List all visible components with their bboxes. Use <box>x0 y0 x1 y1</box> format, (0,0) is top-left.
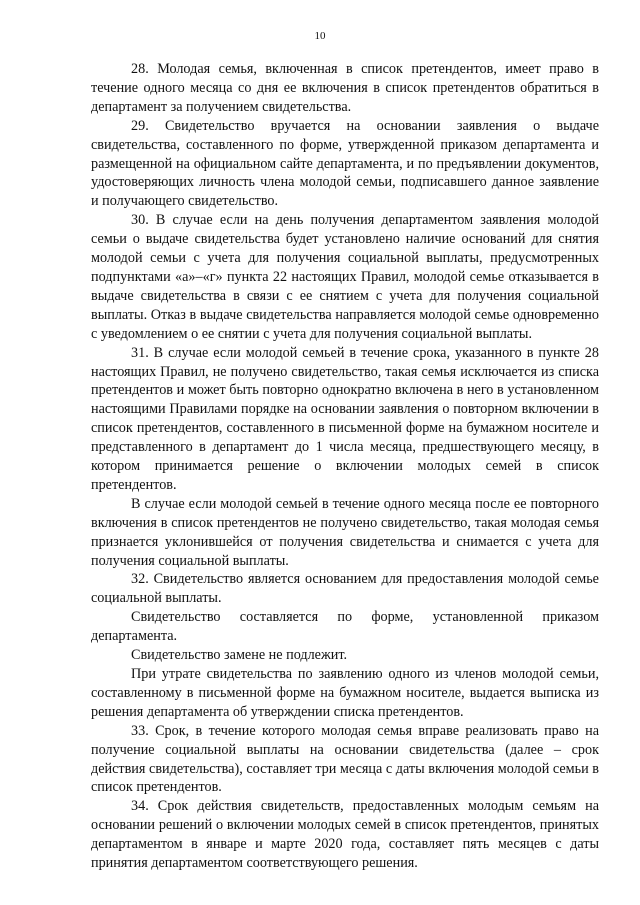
document-body <box>91 60 599 873</box>
paragraph-32-loss: При утрате свидетельства по заявлению одного из членов молодой семьи, составленному в письменной форме на бумажном носителе, выдается выписка из решения департамента об утверждении списка претендентов. <box>91 666 599 720</box>
paragraph-32: 32. Свидетельство является основанием для предоставления молодой семье социальной выплаты. <box>91 571 599 607</box>
paragraph-29: 29. Свидетельство вручается на основании заявления о выдаче свидетельства, составленного по форме, утвержденной приказом департамента и размещенной на официальном сайте департамента, и по предъявлении документов, удостоверяющих личность члена молодой семьи, подписавшего данное заявление и получающего свидетельство. <box>91 117 599 210</box>
page-number: 10 <box>314 30 326 42</box>
paragraph-32-form: Свидетельство составляется по форме, установленной приказом департамента. <box>91 609 599 645</box>
paragraph-31: 31. В случае если молодой семьей в течение срока, указанного в пункте 28 настоящих Правил, не получено свидетельство, такая семья исключается из списка претендентов и может быть повторно однократно включена в него в установленном настоящими Правилами порядке на основании заявления о повторном включении в список претендентов, составленного в письменной форме на бумажном носителе и представленного в департамент до 1 числа месяца, предшествующего месяцу, в котором принимается решение о включении молодых семей в список претендентов. <box>91 344 599 493</box>
paragraph-28: 28. Молодая семья, включенная в список претендентов, имеет право в течение одного месяца со дня ее включения в список претендентов обратиться в департамент за получением свидетельства. <box>91 61 599 115</box>
paragraph-32-no-replacement: Свидетельство замене не подлежит. <box>131 647 348 664</box>
paragraph-33: 33. Срок, в течение которого молодая семья вправе реализовать право на получение социальной выплаты на основании свидетельства (далее – срок действия свидетельства), составляет три месяца с даты включения молодой семьи в список претендентов. <box>91 722 599 796</box>
paragraph-31-continued: В случае если молодой семьей в течение одного месяца после ее повторного включения в список претендентов не получено свидетельство, такая молодая семья признается уклонившейся от получения свидетельства и снимается с учета для получения социальной выплаты. <box>91 495 599 569</box>
paragraph-34: 34. Срок действия свидетельств, предоставленных молодым семьям на основании решений о включении молодых семей в список претендентов, принятых департаментом в январе и марте 2020 года, составляет пять месяцев с даты принятия департаментом соответствующего решения. <box>91 798 599 872</box>
paragraph-30: 30. В случае если на день получения департаментом заявления молодой семьи о выдаче свидетельства будет установлено наличие оснований для снятия молодой семьи с учета для получения социальной выплаты, предусмотренных подпунктами «а»–«г» пункта 22 настоящих Правил, молодой семье отказывается в выдаче свидетельства в связи с ее снятием с учета для получения социальной выплаты. Отказ в выдаче свидетельства направляется молодой семье одновременно с уведомлением о ее снятии с учета для получения социальной выплаты. <box>91 212 599 342</box>
